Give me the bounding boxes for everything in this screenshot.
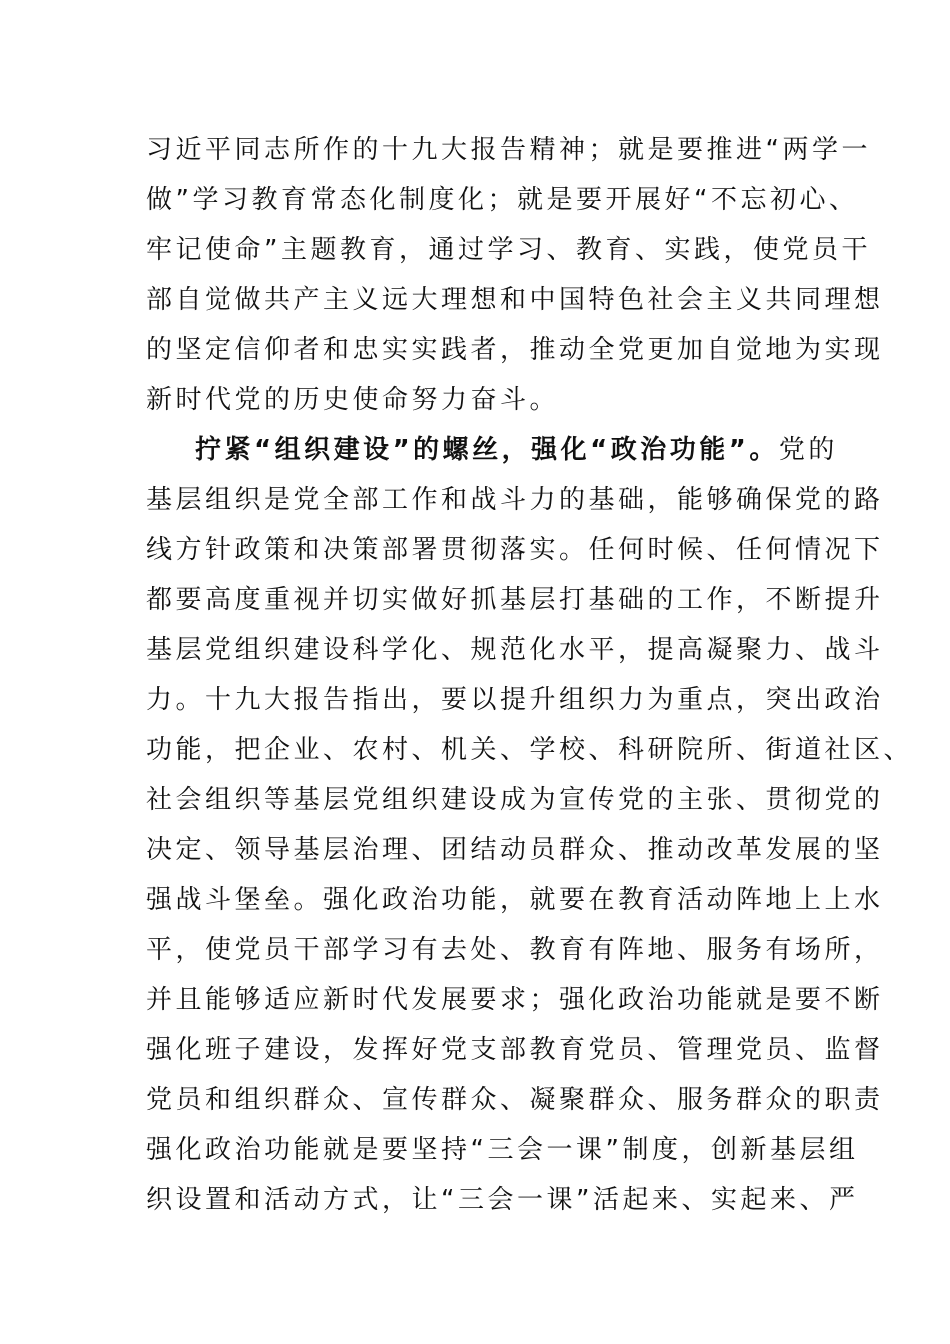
paragraph-line: 都要高度重视并切实做好抓基层打基础的工作，不断提升	[146, 585, 884, 615]
heading-continuation: 党的	[778, 435, 838, 465]
paragraph-line: 织设置和活动方式，让“三会一课”活起来、实起来、严	[146, 1185, 859, 1215]
paragraph-line: 强化政治功能就是要坚持“三会一课”制度，创新基层组	[146, 1135, 859, 1165]
paragraph-line: 做”学习教育常态化制度化；就是要开展好“不忘初心、	[146, 185, 859, 215]
paragraph-line: 强化班子建设，发挥好党支部教育党员、管理党员、监督	[146, 1035, 884, 1065]
paragraph-line: 的坚定信仰者和忠实实践者，推动全党更加自觉地为实现	[146, 335, 884, 365]
section-heading-line	[195, 425, 838, 475]
section-heading: 拧紧“组织建设”的螺丝，强化“政治功能”。	[195, 435, 779, 465]
paragraph-line: 牢记使命”主题教育，通过学习、教育、实践，使党员干	[146, 235, 871, 265]
paragraph-line: 习近平同志所作的十九大报告精神；就是要推进“两学一	[146, 135, 871, 165]
paragraph-line: 基层组织是党全部工作和战斗力的基础，能够确保党的路	[146, 485, 884, 515]
paragraph-line: 力。十九大报告指出，要以提升组织力为重点，突出政治	[146, 685, 884, 715]
paragraph-line: 决定、领导基层治理、团结动员群众、推动改革发展的坚	[146, 835, 884, 865]
paragraph-line: 新时代党的历史使命努力奋斗。	[146, 385, 560, 415]
paragraph-line: 强战斗堡垒。强化政治功能，就要在教育活动阵地上上水	[146, 885, 884, 915]
paragraph-line: 部自觉做共产主义远大理想和中国特色社会主义共同理想	[146, 285, 884, 315]
paragraph-line: 线方针政策和决策部署贯彻落实。任何时候、任何情况下	[146, 535, 884, 565]
paragraph-line: 平，使党员干部学习有去处、教育有阵地、服务有场所，	[146, 935, 884, 965]
paragraph-line: 党员和组织群众、宣传群众、凝聚群众、服务群众的职责	[146, 1085, 884, 1115]
paragraph-line: 功能，把企业、农村、机关、学校、科研院所、街道社区、	[146, 735, 914, 765]
paragraph-line: 并且能够适应新时代发展要求；强化政治功能就是要不断	[146, 985, 884, 1015]
paragraph-line: 基层党组织建设科学化、规范化水平，提高凝聚力、战斗	[146, 635, 884, 665]
paragraph-line: 社会组织等基层党组织建设成为宣传党的主张、贯彻党的	[146, 785, 884, 815]
